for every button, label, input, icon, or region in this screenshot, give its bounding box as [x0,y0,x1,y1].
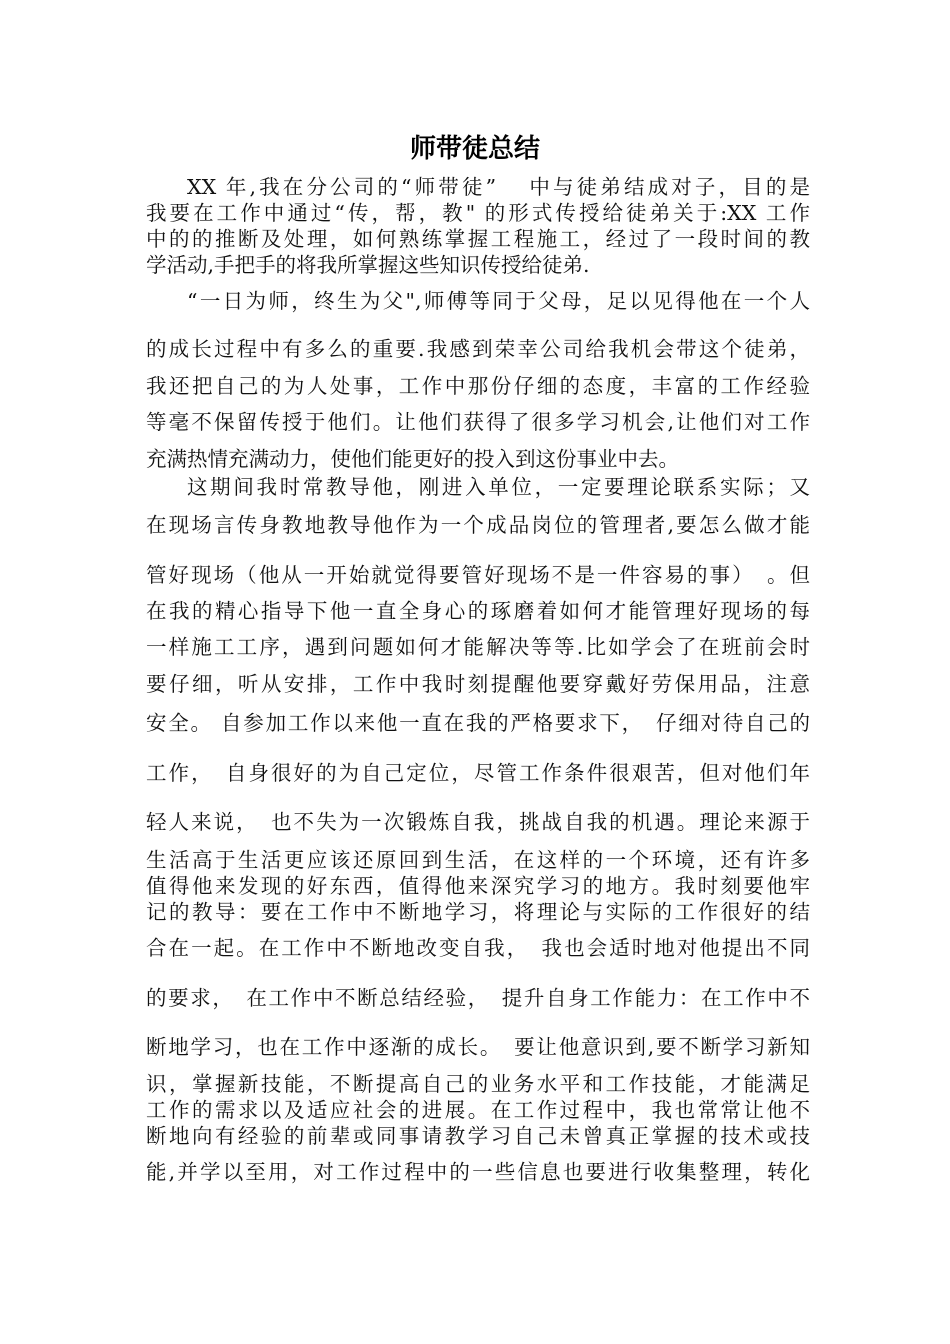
body-line: 的成长过程中有多么的重要.我感到荣幸公司给我机会带这个徒弟， [146,337,810,361]
body-line: 安全。 自参加工作以来他一直在我的严格要求下， 仔细对待自己的 [146,711,810,735]
body-line: 值得他来发现的好东西，值得他来深究学习的地方。我时刻要他牢 [146,874,810,898]
body-line: 一样施工工序，遇到问题如何才能解决等等.比如学会了在班前会时 [146,635,810,659]
body-line: 我要在工作中通过“传，帮，教" 的形式传授给徒弟关于:XX 工作 [146,201,810,225]
body-line: 要仔细，听从安排，工作中我时刻提醒他要穿戴好劳保用品，注意 [146,672,810,696]
body-line: 在现场言传身教地教导他作为一个成品岗位的管理者,要怎么做才能 [146,513,810,537]
body-line: XX 年,我在分公司的“师带徒” 中与徒弟结成对子，目的是 [187,175,810,199]
body-line: 在我的精心指导下他一直全身心的琢磨着如何才能管理好现场的每 [146,599,810,623]
body-line: 轻人来说， 也不失为一次锻炼自我，挑战自我的机遇。理论来源于 [146,810,810,834]
document-title: 师带徒总结 [409,134,540,164]
body-line: 断地向有经验的前辈或同事请教学习自己未曾真正掌握的技术或技 [146,1124,810,1148]
body-line: 的要求， 在工作中不断总结经验， 提升自身工作能力：在工作中不 [146,986,810,1010]
body-line: 工作， 自身很好的为自己定位，尽管工作条件很艰苦，但对他们年 [146,761,810,785]
body-line: 工作的需求以及适应社会的进展。在工作过程中，我也常常让他不 [146,1098,810,1122]
body-line: 充满热情充满动力，使他们能更好的投入到这份事业中去。 [146,447,679,471]
body-line: 中的的推断及处理，如何熟练掌握工程施工，经过了一段时间的教 [146,227,810,251]
body-line: 我还把自己的为人处事，工作中那份仔细的态度，丰富的工作经验 [146,374,810,398]
body-line: 能,并学以至用，对工作过程中的一些信息也要进行收集整理，转化 [146,1160,810,1184]
body-line: 记的教导：要在工作中不断地学习，将理论与实际的工作很好的结 [146,900,810,924]
body-line: 识，掌握新技能，不断提高自己的业务水平和工作技能，才能满足 [146,1072,810,1096]
body-line: 生活高于生活更应该还原回到生活，在这样的一个环境，还有许多 [146,848,810,872]
body-line: 管好现场（他从一开始就觉得要管好现场不是一件容易的事） 。但 [146,563,810,587]
body-line: 等毫不保留传授于他们。让他们获得了很多学习机会,让他们对工作 [146,410,810,434]
body-line: 断地学习，也在工作中逐渐的成长。 要让他意识到,要不断学习新知 [146,1035,810,1059]
body-line: 学活动,手把手的将我所掌握这些知识传授给徒弟. [146,253,590,277]
body-line: “一日为师，终生为父",师傅等同于父母，足以见得他在一个人 [187,289,810,313]
body-line: 合在一起。在工作中不断地改变自我， 我也会适时地对他提出不同 [146,936,810,960]
body-line: 这期间我时常教导他，刚进入单位，一定要理论联系实际；又 [187,475,810,499]
